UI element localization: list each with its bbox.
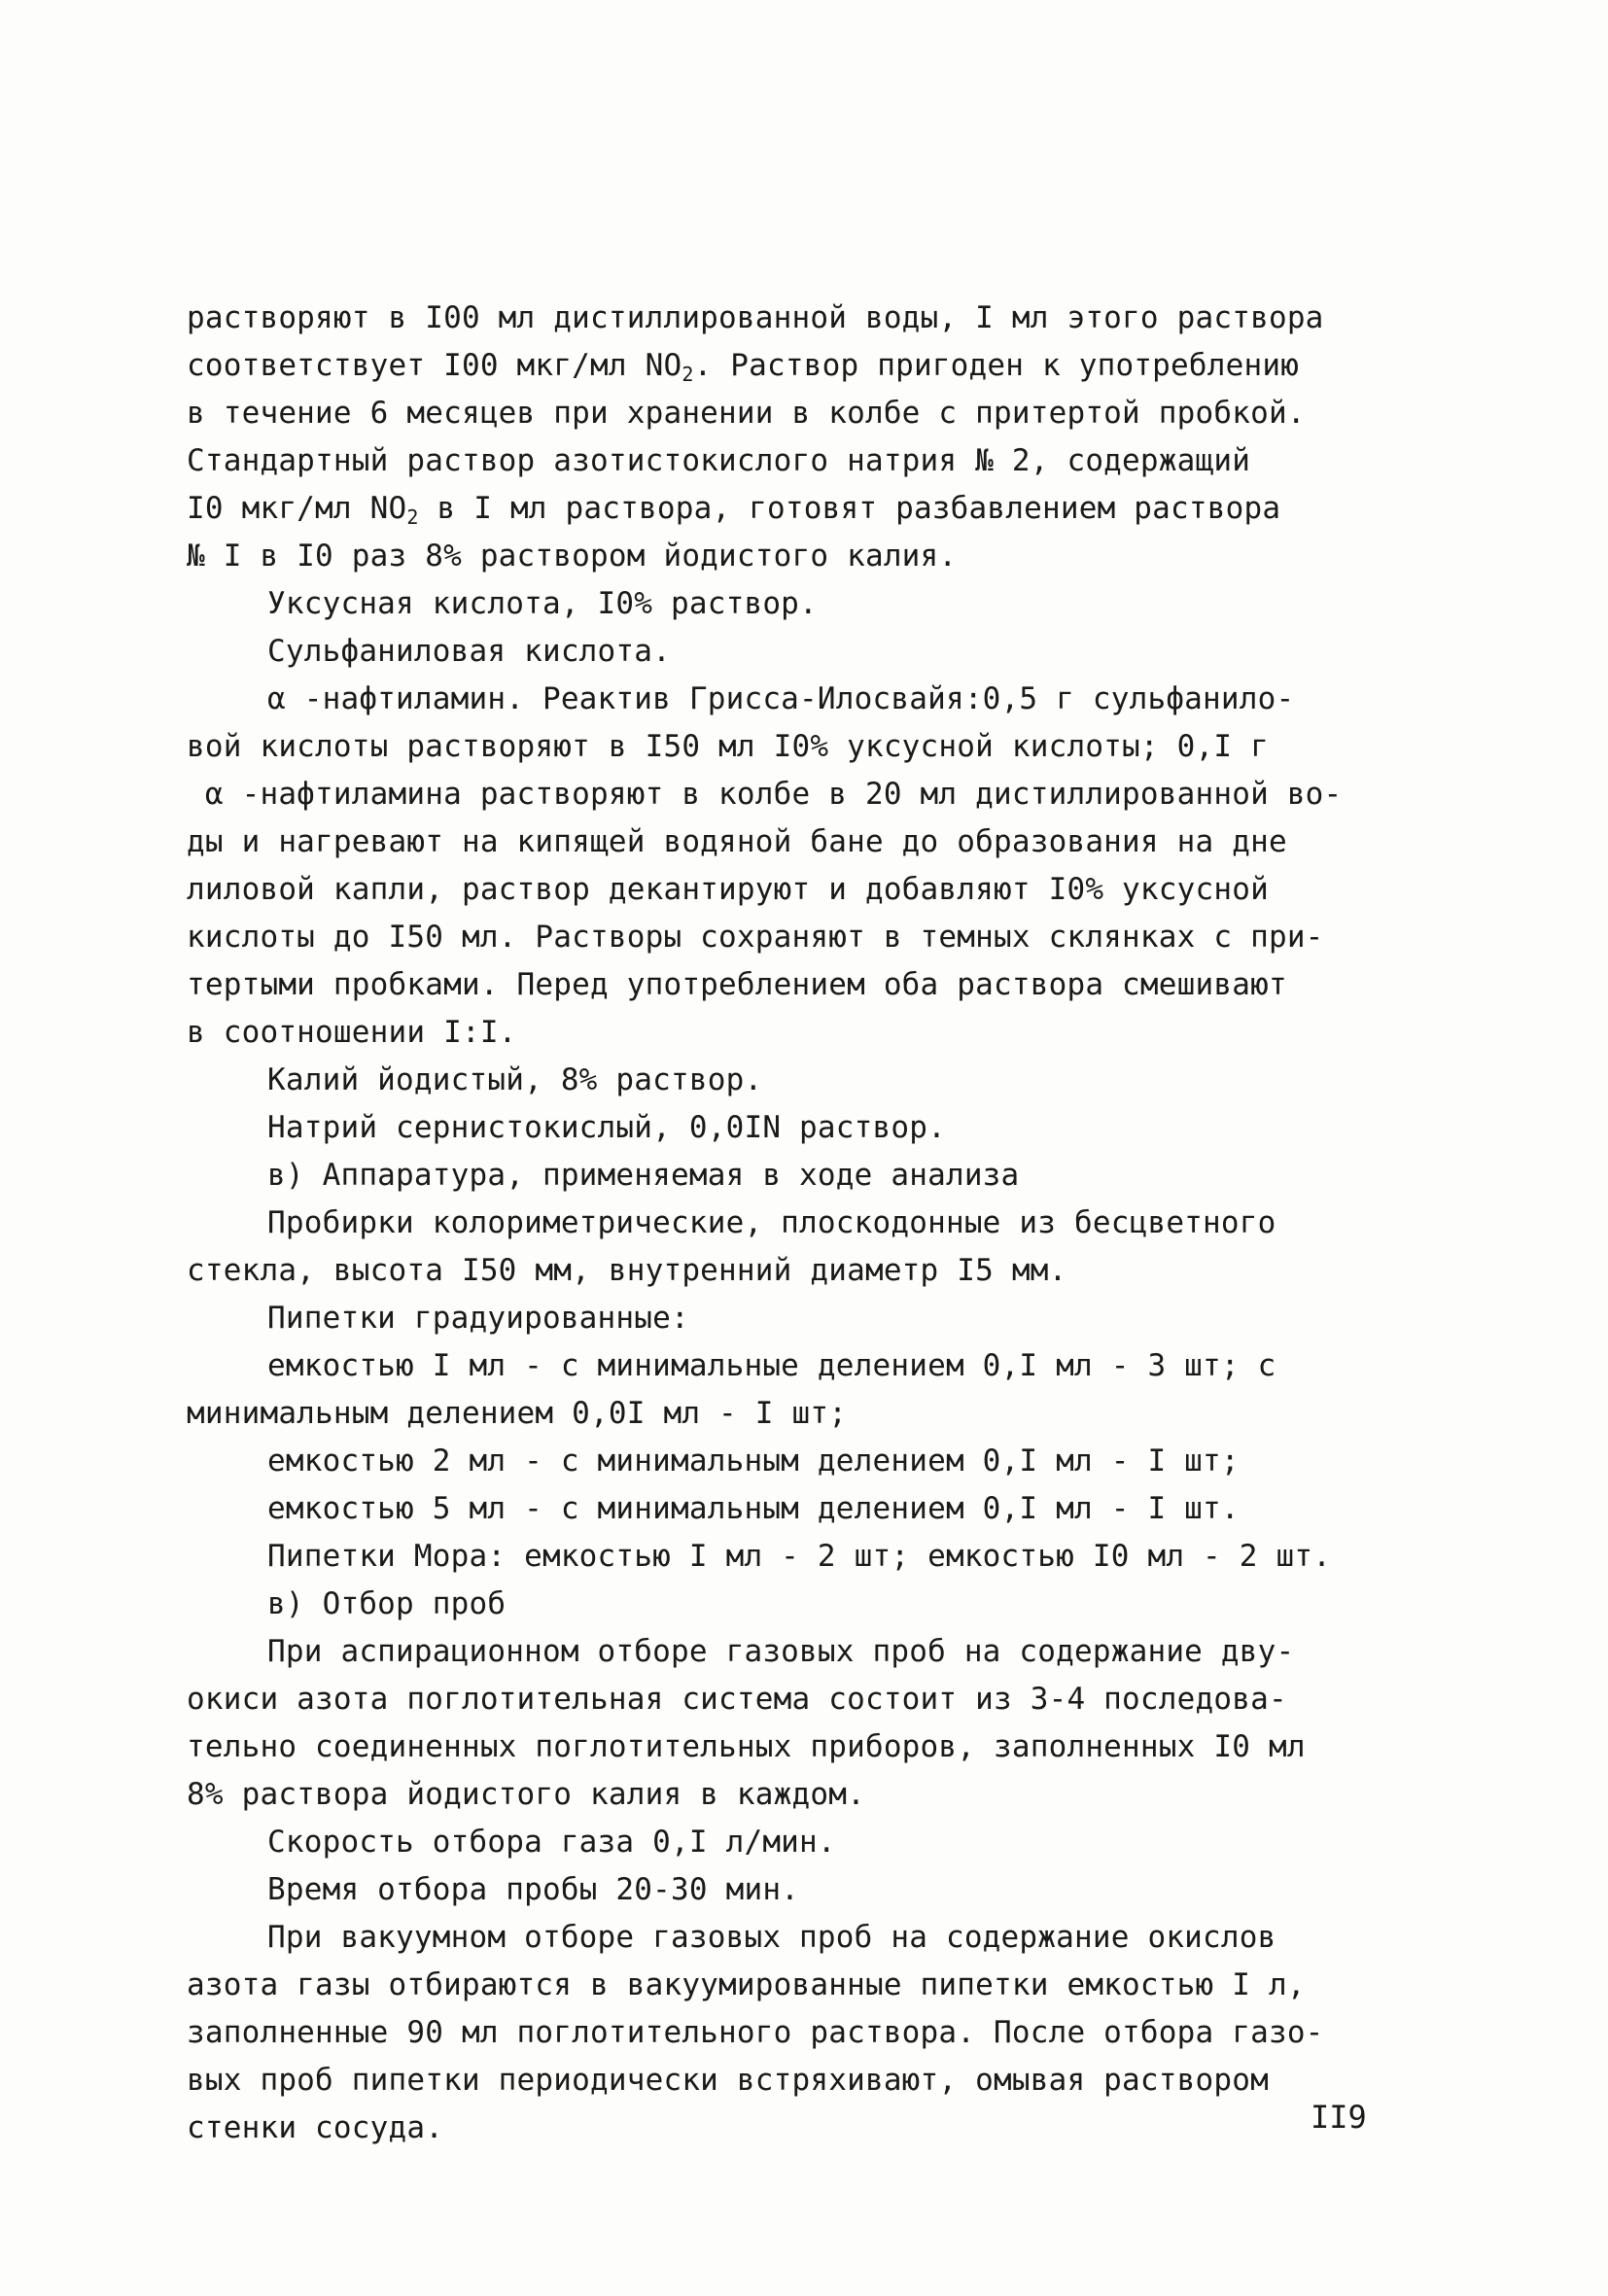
text-line (187, 1771, 1441, 1819)
text-line (187, 2009, 1441, 2057)
text-line (187, 771, 1441, 818)
line-text: α -нафтиламин. Реактив Грисса-Илосвайя:0,5 г сульфанило- (267, 681, 1295, 716)
line-text: Калий йодистый, 8% раствор. (267, 1062, 763, 1097)
subscript: 2 (406, 505, 419, 529)
text-line (187, 1247, 1441, 1295)
text-line (187, 1057, 1441, 1104)
text-line (187, 1200, 1441, 1247)
line-text: емкостью I мл - с минимальные делением 0,I мл - 3 шт; с (267, 1348, 1276, 1383)
line-text: I0 мкг/мл NO (187, 491, 407, 526)
text-line (187, 1533, 1441, 1581)
text-line (187, 914, 1441, 961)
line-text: Сульфаниловая кислота. (267, 634, 671, 669)
line-text-continued: в I мл раствора, готовят разбавлением раствора (418, 491, 1281, 526)
text-line (187, 1295, 1441, 1342)
text-line (187, 1342, 1441, 1390)
text-line (187, 342, 1441, 390)
line-text: растворяют в I00 мл дистиллированной воды, I мл этого раствора (187, 300, 1324, 335)
line-text: 8% раствора йодистого калия в каждом. (187, 1777, 865, 1812)
text-line (187, 1676, 1441, 1723)
text-line (187, 1152, 1441, 1200)
line-text: в течение 6 месяцев при хранении в колбе с притертой пробкой. (187, 396, 1306, 431)
text-line (187, 533, 1441, 580)
line-text: заполненные 90 мл поглотительного раствора. После отбора газо- (187, 2015, 1324, 2050)
line-text: Скорость отбора газа 0,I л/мин. (267, 1825, 836, 1860)
line-text: При вакуумном отборе газовых проб на содержание окислов (267, 1920, 1276, 1955)
line-text: № I в I0 раз 8% раствором йодистого калия. (187, 539, 958, 574)
line-text: Время отбора пробы 20-30 мин. (267, 1872, 800, 1907)
text-line (187, 723, 1441, 771)
text-line (187, 2105, 1441, 2152)
text-line (187, 1485, 1441, 1533)
line-text: α -нафтиламина растворяют в колбе в 20 мл дистиллированной во- (187, 777, 1343, 812)
line-text: в) Отбор проб (267, 1586, 507, 1621)
line-text: лиловой капли, раствор декантируют и добавляют I0% уксусной (187, 872, 1269, 907)
text-line (187, 1866, 1441, 1914)
text-line (187, 866, 1441, 914)
line-text-continued: . Раствор пригоден к употреблению (693, 348, 1300, 383)
line-text: стенки сосуда. (187, 2110, 444, 2145)
line-text: емкостью 2 мл - с минимальным делением 0,I мл - I шт; (267, 1444, 1240, 1478)
text-line (187, 1104, 1441, 1152)
text-line (187, 1581, 1441, 1628)
body-text (187, 295, 1441, 2152)
line-text: стекла, высота I50 мм, внутренний диаметр I5 мм. (187, 1253, 1067, 1288)
line-text: ды и нагревают на кипящей водяной бане до образования на дне (187, 824, 1287, 859)
text-line (187, 437, 1441, 485)
text-line (187, 1819, 1441, 1866)
line-text: Пипетки Мора: емкостью I мл - 2 шт; емкостью I0 мл - 2 шт. (267, 1539, 1332, 1574)
text-line (187, 1723, 1441, 1771)
line-text: Пипетки градуированные: (267, 1301, 689, 1336)
text-line (187, 1962, 1441, 2009)
text-line (187, 485, 1441, 533)
line-text: азота газы отбираются в вакуумированные пипетки емкостью I л, (187, 1967, 1306, 2002)
line-text: тельно соединенных поглотительных приборов, заполненных I0 мл (187, 1729, 1306, 1764)
text-line (187, 1009, 1441, 1057)
line-text: вых проб пипетки периодически встряхивают, омывая раствором (187, 2063, 1269, 2098)
line-text: соответствует I00 мкг/мл NO (187, 348, 682, 383)
subscript: 2 (682, 363, 694, 386)
line-text: кислоты до I50 мл. Растворы сохраняют в темных склянках с при- (187, 920, 1324, 955)
line-text: При аспирационном отборе газовых проб на содержание дву- (267, 1634, 1295, 1669)
text-line (187, 1914, 1441, 1962)
line-text: вой кислоты растворяют в I50 мл I0% уксусной кислоты; 0,I г (187, 729, 1269, 764)
text-line (187, 1628, 1441, 1676)
line-text: Пробирки колориметрические, плоскодонные из бесцветного (267, 1205, 1276, 1240)
page-number: II9 (1311, 2099, 1367, 2136)
line-text: Натрий сернистокислый, 0,0IN раствор. (267, 1110, 946, 1145)
line-text: минимальным делением 0,0I мл - I шт; (187, 1396, 848, 1431)
line-text: Уксусная кислота, I0% раствор. (267, 586, 818, 621)
text-line (187, 628, 1441, 676)
text-line (187, 390, 1441, 437)
text-line (187, 818, 1441, 866)
text-line (187, 2057, 1441, 2105)
text-line (187, 676, 1441, 723)
text-line (187, 961, 1441, 1009)
line-text: в) Аппаратура, применяемая в ходе анализа (267, 1158, 1020, 1193)
line-text: окиси азота поглотительная система состоит из 3-4 последова- (187, 1682, 1287, 1717)
line-text: тертыми пробками. Перед употреблением оба раствора смешивают (187, 967, 1287, 1002)
text-line (187, 1390, 1441, 1438)
text-line (187, 1438, 1441, 1485)
text-line (187, 295, 1441, 342)
line-text: в соотношении I:I. (187, 1015, 517, 1050)
line-text: емкостью 5 мл - с минимальным делением 0,I мл - I шт. (267, 1491, 1240, 1526)
line-text: Стандартный раствор азотистокислого натрия № 2, содержащий (187, 443, 1251, 478)
text-line (187, 580, 1441, 628)
